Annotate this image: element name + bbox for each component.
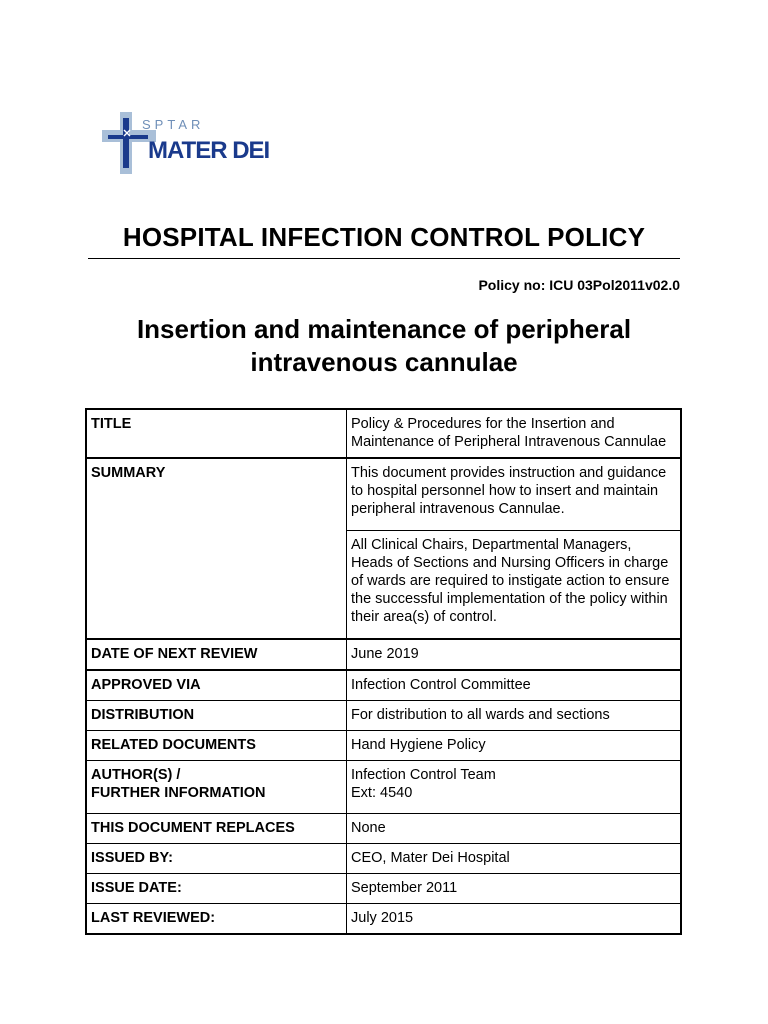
row-label: TITLE [86,409,347,458]
author-label-line-1: AUTHOR(S) / [91,767,181,783]
table-row [86,731,681,761]
row-label: RELATED DOCUMENTS [86,731,347,761]
row-value: Policy & Procedures for the Insertion and Maintenance of Peripheral Intravenous Cannulae [347,409,682,458]
main-title-line-2: intravenous cannulae [250,347,518,377]
row-label: SUMMARY [86,458,347,639]
row-label: LAST REVIEWED: [86,904,347,935]
author-value-line-2: Ext: 4540 [351,785,413,801]
row-label: THIS DOCUMENT REPLACES [86,814,347,844]
document-title: HOSPITAL INFECTION CONTROL POLICY [122,222,646,252]
table-row [86,639,681,670]
row-label: DISTRIBUTION [86,701,347,731]
row-value: None [347,814,682,844]
logo-name-text: MATER DEI [148,137,270,164]
row-value: CEO, Mater Dei Hospital [347,844,682,874]
row-value: June 2019 [347,639,682,670]
row-value: September 2011 [347,874,682,904]
row-value: July 2015 [347,904,682,935]
row-label [86,761,347,814]
table-row [86,814,681,844]
main-title-line-1: Insertion and maintenance of peripheral [136,314,632,344]
row-value: Infection Control Committee [347,670,682,701]
row-label: APPROVED VIA [86,670,347,701]
row-value: All Clinical Chairs, Departmental Managers, Heads of Sections and Nursing Officers in charge of wards are required to instigate action to ensure the successful implementation of the policy within their area(s) of control. [347,531,682,640]
policy-main-title [88,313,680,379]
mater-dei-logo [98,108,298,182]
author-value-line-1: Infection Control Team [351,767,496,783]
row-label: DATE OF NEXT REVIEW [86,639,347,670]
table-row [86,409,681,458]
title-divider [88,258,680,259]
table-row [86,904,681,935]
row-label: ISSUED BY: [86,844,347,874]
table-row [86,670,681,701]
table-row [86,701,681,731]
row-value: For distribution to all wards and sections [347,701,682,731]
table-row [86,844,681,874]
author-label-line-2: FURTHER INFORMATION [91,785,266,801]
row-value: This document provides instruction and guidance to hospital personnel how to insert and maintain peripheral intravenous Cannulae. [347,458,682,531]
row-label: ISSUE DATE: [86,874,347,904]
table-row [86,874,681,904]
row-value [347,761,682,814]
table-row [86,761,681,814]
logo-sptar-text: SPTAR [142,117,205,132]
table-row [86,458,681,531]
policy-info-table [85,408,682,935]
policy-number: Policy no: ICU 03Pol2011v02.0 [478,277,680,293]
row-value: Hand Hygiene Policy [347,731,682,761]
